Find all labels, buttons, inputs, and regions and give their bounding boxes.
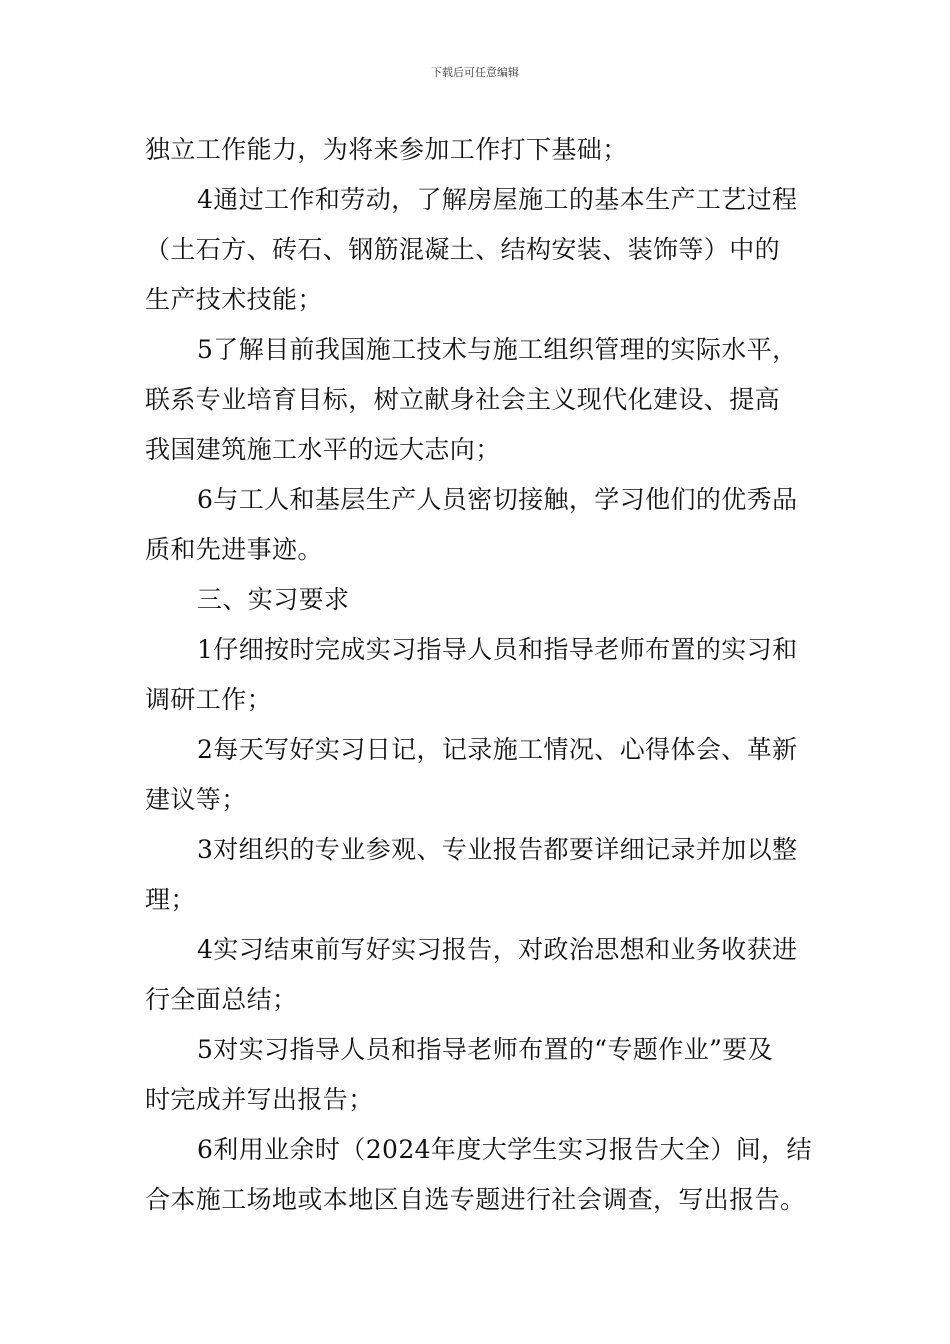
body-line: 联系专业培育目标，树立献身社会主义现代化建设、提高	[145, 385, 781, 414]
paragraph-start-line: 6利用业余时（2024年度大学生实习报告大全）间，结	[197, 1135, 812, 1164]
body-line: 合本施工场地或本地区自选专题进行社会调查，写出报告。	[145, 1185, 806, 1214]
page-header: 下载后可任意编辑	[431, 66, 519, 79]
paragraph-start-line: 4通过工作和劳动，了解房屋施工的基本生产工艺过程	[197, 185, 798, 214]
body-line: 生产技术技能；	[145, 285, 323, 314]
body-line: 调研工作；	[145, 685, 273, 714]
body-line: 独立工作能力，为将来参加工作打下基础；	[145, 135, 628, 164]
paragraph-start-line: 4实习结束前写好实习报告，对政治思想和业务收获进	[197, 935, 798, 964]
body-line: 我国建筑施工水平的远大志向；	[145, 435, 501, 464]
body-line: 建议等；	[145, 785, 247, 814]
body-line: 质和先进事迹。	[145, 535, 323, 564]
body-line: （土石方、砖石、钢筋混凝土、结构安装、装饰等）中的	[145, 235, 781, 264]
body-line: 时完成并写出报告；	[145, 1085, 374, 1114]
paragraph-start-line: 5了解目前我国施工技术与施工组织管理的实际水平，	[197, 335, 798, 364]
paragraph-start-line: 1仔细按时完成实习指导人员和指导老师布置的实习和	[197, 635, 798, 664]
paragraph-start-line: 3对组织的专业参观、专业报告都要详细记录并加以整	[197, 835, 798, 864]
body-line: 理；	[145, 885, 196, 914]
paragraph-start-line: 2每天写好实习日记，记录施工情况、心得体会、革新	[197, 735, 798, 764]
paragraph-start-line: 6与工人和基层生产人员密切接触，学习他们的优秀品	[197, 485, 798, 514]
paragraph-start-line: 5对实习指导人员和指导老师布置的“专题作业”要及	[197, 1035, 774, 1064]
section-heading: 三、实习要求	[197, 585, 350, 614]
document-body	[145, 125, 815, 1225]
body-line: 行全面总结；	[145, 985, 298, 1014]
